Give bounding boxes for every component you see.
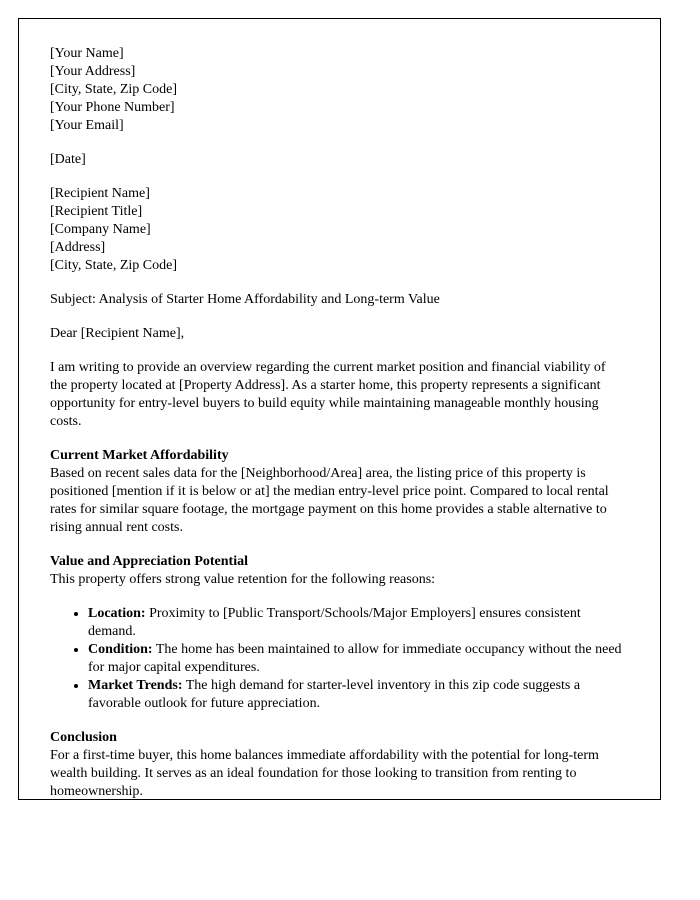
intro-paragraph: I am writing to provide an overview regarding the current market position and financial viability of the property located at [Property Address]. As a starter home, this property represents a significant opportunity for entry-level buyers to build equity while maintaining manageable monthly housing costs. — [50, 360, 606, 429]
recipient-address-line: [Address] — [50, 240, 106, 255]
sender-phone-line: [Your Phone Number] — [50, 100, 175, 115]
salutation: Dear [Recipient Name], — [50, 326, 185, 341]
value-potential-intro: This property offers strong value retention for the following reasons: — [50, 572, 436, 587]
conclusion-body: For a first-time buyer, this home balances immediate affordability with the potential for long-term wealth building. It serves as an ideal foundation for those looking to transition from renting to homeownership. — [50, 748, 599, 799]
bullet-item-condition — [88, 641, 624, 677]
recipient-block — [50, 185, 624, 275]
sender-email-line: [Your Email] — [50, 118, 124, 133]
sender-name-line: [Your Name] — [50, 46, 124, 61]
subject-line: Subject: Analysis of Starter Home Affordability and Long-term Value — [50, 292, 440, 307]
bullet-label: Condition: — [88, 642, 153, 657]
letter-page — [18, 18, 661, 800]
sender-block — [50, 45, 624, 135]
section-heading-conclusion: Conclusion — [50, 730, 117, 745]
recipient-city-line: [City, State, Zip Code] — [50, 258, 178, 273]
market-affordability-body: Based on recent sales data for the [Neighborhood/Area] area, the listing price of this property is positioned [mention if it is below or at] the median entry-level price point. Compared to local rental rates for similar square footage, the mortgage payment on this home provides a stable alternative to rising annual rent costs. — [50, 466, 609, 535]
value-bullet-list — [50, 605, 624, 713]
section-heading-market-affordability: Current Market Affordability — [50, 448, 229, 463]
recipient-title-line: [Recipient Title] — [50, 204, 143, 219]
bullet-label: Market Trends: — [88, 678, 183, 693]
bullet-item-location — [88, 605, 624, 641]
bullet-text: The high demand for starter-level inventory in this zip code suggests a favorable outlook for future appreciation. — [88, 678, 581, 711]
bullet-text: Proximity to [Public Transport/Schools/Major Employers] ensures consistent demand. — [88, 606, 581, 639]
recipient-name-line: [Recipient Name] — [50, 186, 150, 201]
bullet-label: Location: — [88, 606, 146, 621]
sender-city-line: [City, State, Zip Code] — [50, 82, 178, 97]
bullet-item-market-trends — [88, 677, 624, 713]
bullet-text: The home has been maintained to allow for immediate occupancy without the need for major capital expenditures. — [88, 642, 622, 675]
sender-address-line: [Your Address] — [50, 64, 136, 79]
date-line: [Date] — [50, 152, 86, 167]
recipient-company-line: [Company Name] — [50, 222, 151, 237]
section-heading-value-potential: Value and Appreciation Potential — [50, 554, 248, 569]
